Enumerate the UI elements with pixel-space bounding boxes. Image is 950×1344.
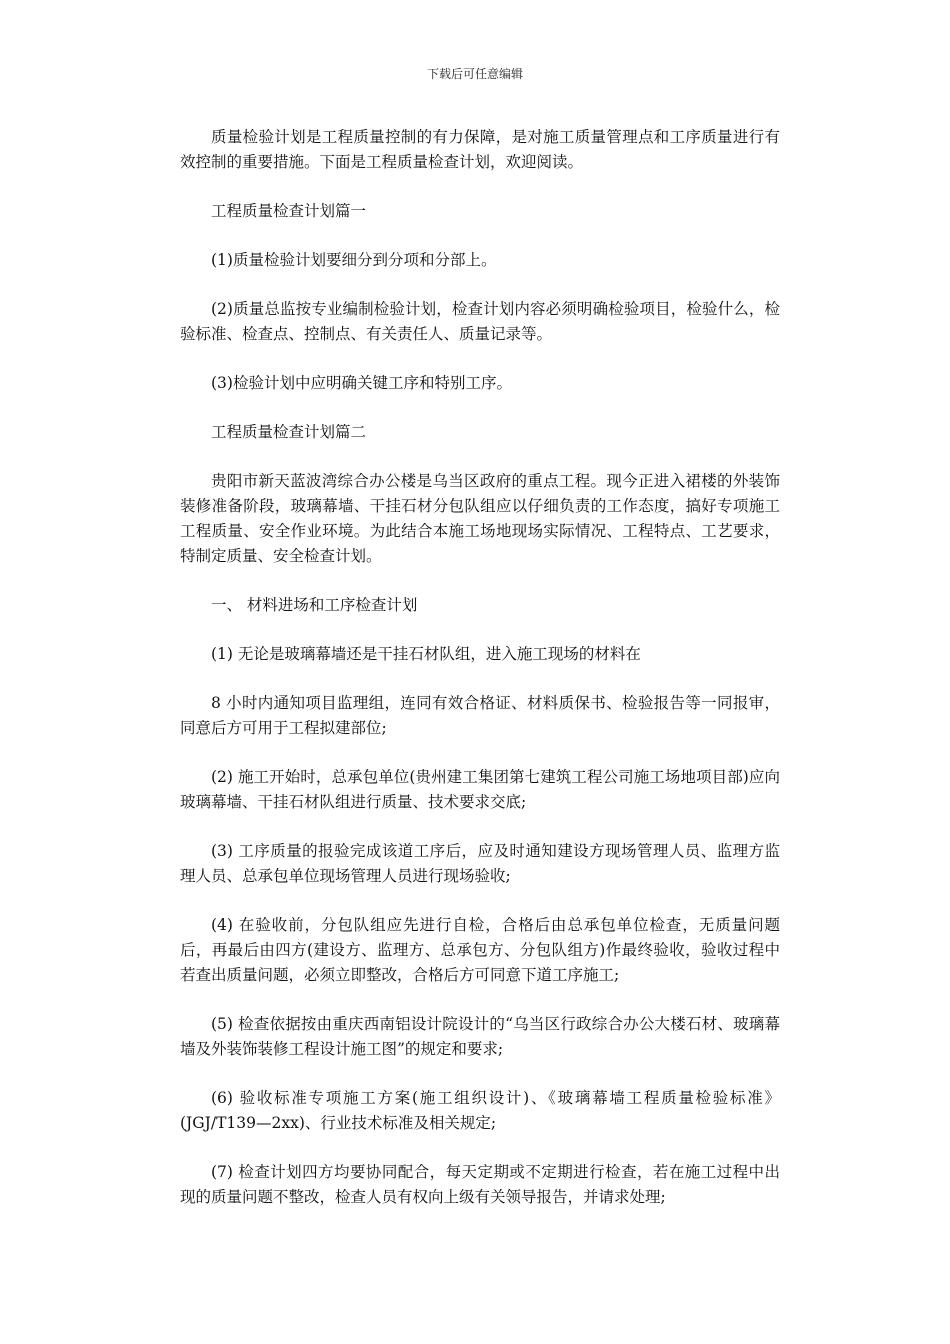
- check-item-2: (2) 施工开始时，总承包单位(贵州建工集团第七建筑工程公司施工场地项目部)应向玻璃幕墙、干挂石材队组进行质量、技术要求交底;: [180, 768, 780, 811]
- check-item-7: (7) 检查计划四方均要协同配合，每天定期或不定期进行检查，若在施工过程中出现的质量问题不整改，检查人员有权向上级有关领导报告，并请求处理;: [180, 1163, 780, 1206]
- paragraph-item-2: (2)质量总监按专业编制检验计划，检查计划内容必须明确检验项目，检验什么，检验标准、检查点、控制点、有关责任人、质量记录等。: [180, 300, 780, 343]
- page-header-note: 下载后可任意编辑: [426, 67, 523, 81]
- check-item-1-start: (1) 无论是玻璃幕墙还是干挂石材队组，进入施工现场的材料在: [211, 645, 641, 663]
- check-item-6: (6) 验收标准专项施工方案(施工组织设计)、《玻璃幕墙工程质量检验标准》(JGJ/T139—2xx)、行业技术标准及相关规定;: [180, 1089, 780, 1132]
- document-body: [180, 125, 780, 1234]
- check-item-3: (3) 工序质量的报验完成该道工序后，应及时通知建设方现场管理人员、监理方监理人员、总承包单位现场管理人员进行现场验收;: [180, 842, 780, 885]
- subsection-heading-materials: 一、 材料进场和工序检查计划: [211, 596, 418, 614]
- check-item-4: (4) 在验收前，分包队组应先进行自检，合格后由总承包单位检查，无质量问题后，再最后由四方(建设方、监理方、总承包方、分包队组方)作最终验收，验收过程中若查出质量问题，必须立即整改，合格后方可同意下道工序施工;: [180, 916, 780, 984]
- project-overview-paragraph: 贵阳市新天蓝波湾综合办公楼是乌当区政府的重点工程。现今正进入裙楼的外装饰装修准备阶段，玻璃幕墙、干挂石材分包队组应以仔细负责的工作态度，搞好专项施工工程质量、安全作业环境。为此结合本施工场地现场实际情况、工程特点、工艺要求，特制定质量、安全检查计划。: [180, 472, 780, 565]
- check-item-5: (5) 检查依据按由重庆西南铝设计院设计的“乌当区行政综合办公大楼石材、玻璃幕墙及外装饰装修工程设计施工图”的规定和要求;: [180, 1015, 780, 1058]
- paragraph-item-1: (1)质量检验计划要细分到分项和分部上。: [211, 251, 497, 269]
- intro-paragraph: 质量检验计划是工程质量控制的有力保障，是对施工质量管理点和工序质量进行有效控制的重要措施。下面是工程质量检查计划，欢迎阅读。: [180, 128, 780, 171]
- paragraph-item-3: (3)检验计划中应明确关键工序和特别工序。: [211, 374, 512, 392]
- section-heading-part-one: 工程质量检查计划篇一: [211, 202, 367, 220]
- check-item-1-continued: 8 小时内通知项目监理组，连同有效合格证、材料质保书、检验报告等一同报审，同意后方可用于工程拟建部位;: [180, 694, 780, 737]
- section-heading-part-two: 工程质量检查计划篇二: [211, 423, 367, 441]
